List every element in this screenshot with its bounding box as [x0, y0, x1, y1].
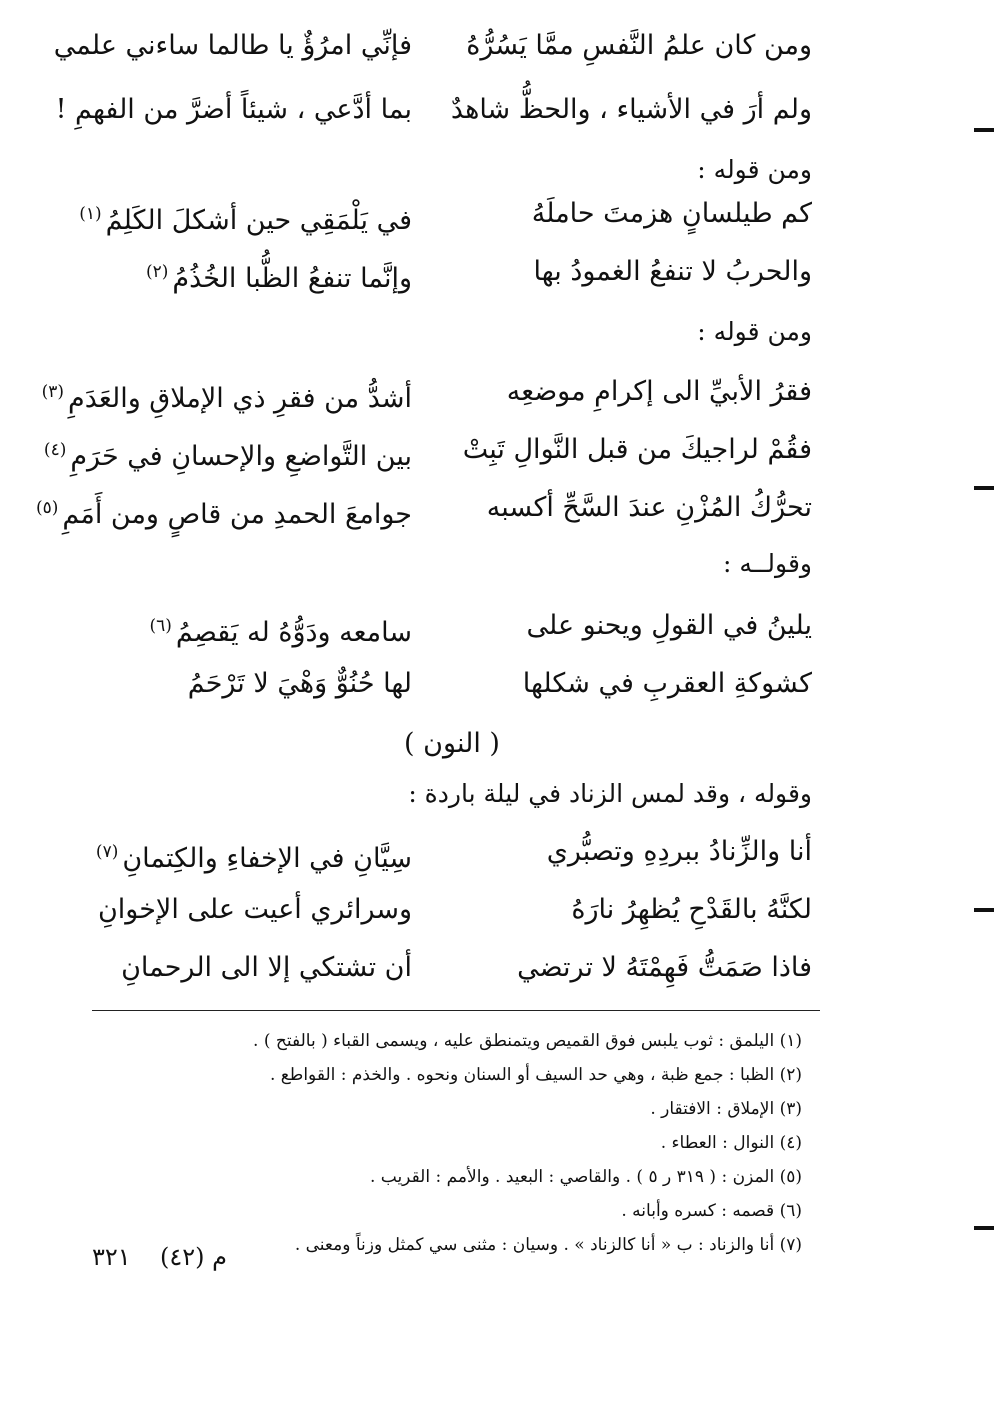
footnote-marker: (٢) [145, 262, 169, 282]
verse-text: بين التَّواضعِ والإحسانِ في حَرَمِ [70, 441, 412, 472]
verse-left-hemistich [43, 432, 412, 472]
verse-left-hemistich [82, 254, 412, 294]
verse-right-hemistich: ولم أرَ في الأشياء ، والحظُّ شاهدٌ [450, 94, 812, 125]
verse-left-hemistich [35, 490, 412, 530]
footnote: (٤) النوال : العطاء . [660, 1133, 802, 1153]
footnote-marker: (٦) [149, 616, 172, 636]
verse-text: وإنَّما تنفعُ الظُّبا الخُذُمُ [172, 263, 412, 294]
verse-right-hemistich: لكنَّهُ بالقَدْحِ يُظهِرُ نارَهُ [571, 894, 812, 925]
footnote-marker: (٣) [41, 382, 65, 402]
footnote: (٧) أنا والزناد : ب « أنا كالزناد » . وسيان : مثنى سي كمثل وزناً ومعنى . [294, 1235, 802, 1255]
verse-right-hemistich: فاذا صَمَتُّ فَهِمْتَهُ لا ترتضي [517, 952, 812, 983]
footnote-marker: (٧) [95, 842, 119, 862]
footnote: (٦) قصمه : كسره وأبانه . [621, 1201, 802, 1221]
verse-left-hemistich [82, 608, 412, 648]
verse-text: جوامعَ الحمدِ من قاصٍ ومن أَمَمِ [62, 499, 412, 530]
section-intro: وقولــه : [723, 549, 812, 578]
verse-left-hemistich: وسرائري أعيت على الإخوانِ [97, 894, 412, 925]
footnote-divider [92, 1010, 820, 1011]
verse-right-hemistich: فقُمْ لراجيكَ من قبل النَّوالِ تَبِتْ [462, 434, 812, 465]
footnote: (٢) الظبا : جمع ظبة ، وهي حد السيف أو السنان ونحوه . والخذم : القواطع . [269, 1065, 802, 1085]
verse-left-hemistich: أن تشتكي إلا الى الرحمانِ [121, 952, 412, 983]
verse-left-hemistich: بما أدَّعي ، شيئاً أضرَّ من الفهمِ ! [55, 94, 412, 125]
footnote-marker: (١) [79, 204, 102, 224]
verse-left-hemistich [41, 374, 412, 414]
footnote: (٣) الإملاق : الافتقار . [650, 1099, 802, 1119]
section-intro: ومن قوله : [697, 155, 812, 184]
verse-right-hemistich: كشوكةِ العقربِ في شكلها [522, 668, 812, 699]
verse-right-hemistich: تحرُّكُ المُزْنِ عندَ السَّحِّ أكسبه [486, 492, 812, 523]
margin-mark [974, 908, 994, 912]
verse-right-hemistich: كم طيلسانٍ هزمتَ حاملَهُ [531, 198, 812, 229]
verse-left-hemistich: لها حُنُوٌّ وَهْيَ لا تَرْحَمُ [187, 668, 412, 699]
signature-mark: م (٤٢) [160, 1243, 228, 1271]
footnote-marker: (٤) [43, 440, 67, 460]
verse-text: سِيَّانِ في الإخفاءِ والكِتمانِ [122, 843, 412, 874]
verse-right-hemistich: والحربُ لا تنفعُ الغمودُ بها [533, 256, 812, 287]
verse-right-hemistich: فقرُ الأبيِّ الى إكرامِ موضعِه [506, 376, 812, 407]
verse-right-hemistich: أنا والزِّنادُ ببردِهِ وتصبُّري [546, 836, 812, 867]
footnote: (٥) المزن : ( ٣١٩ ر ٥ ) . والقاصي : البعيد . والأمم : القريب . [369, 1167, 802, 1187]
verse-left-hemistich [79, 196, 412, 236]
margin-mark [974, 1226, 994, 1230]
verse-text: أشدُّ من فقرِ ذي الإملاقِ والعَدَمِ [68, 383, 412, 414]
section-heading: ( النون ) [404, 728, 500, 759]
verse-left-hemistich: فإنِّي امرُؤٌ يا طالما ساءني علمي [53, 30, 412, 61]
section-intro: ومن قوله : [697, 317, 812, 346]
margin-mark [974, 486, 994, 490]
verse-text: في يَلْمَقِي حين أشكلَ الكَلِمُ [105, 205, 412, 236]
section-intro: وقوله ، وقد لمس الزناد في ليلة باردة : [408, 779, 812, 808]
verse-right-hemistich: يلينُ في القولِ ويحنو على [526, 610, 812, 641]
verse-right-hemistich: ومن كان علمُ النَّفسِ ممَّا يَسُرُّهُ [466, 30, 812, 61]
verse-text: سامعه ودَوُّهُ له يَقصِمُ [175, 617, 412, 648]
footnote: (١) اليلمق : ثوب يلبس فوق القميص ويتمنطق عليه ، ويسمى القباء ( بالفتح ) . [253, 1031, 802, 1051]
footnote-marker: (٥) [35, 498, 59, 518]
page-number: ٣٢١ [92, 1243, 131, 1271]
margin-mark [974, 128, 994, 132]
verse-left-hemistich [82, 834, 412, 874]
